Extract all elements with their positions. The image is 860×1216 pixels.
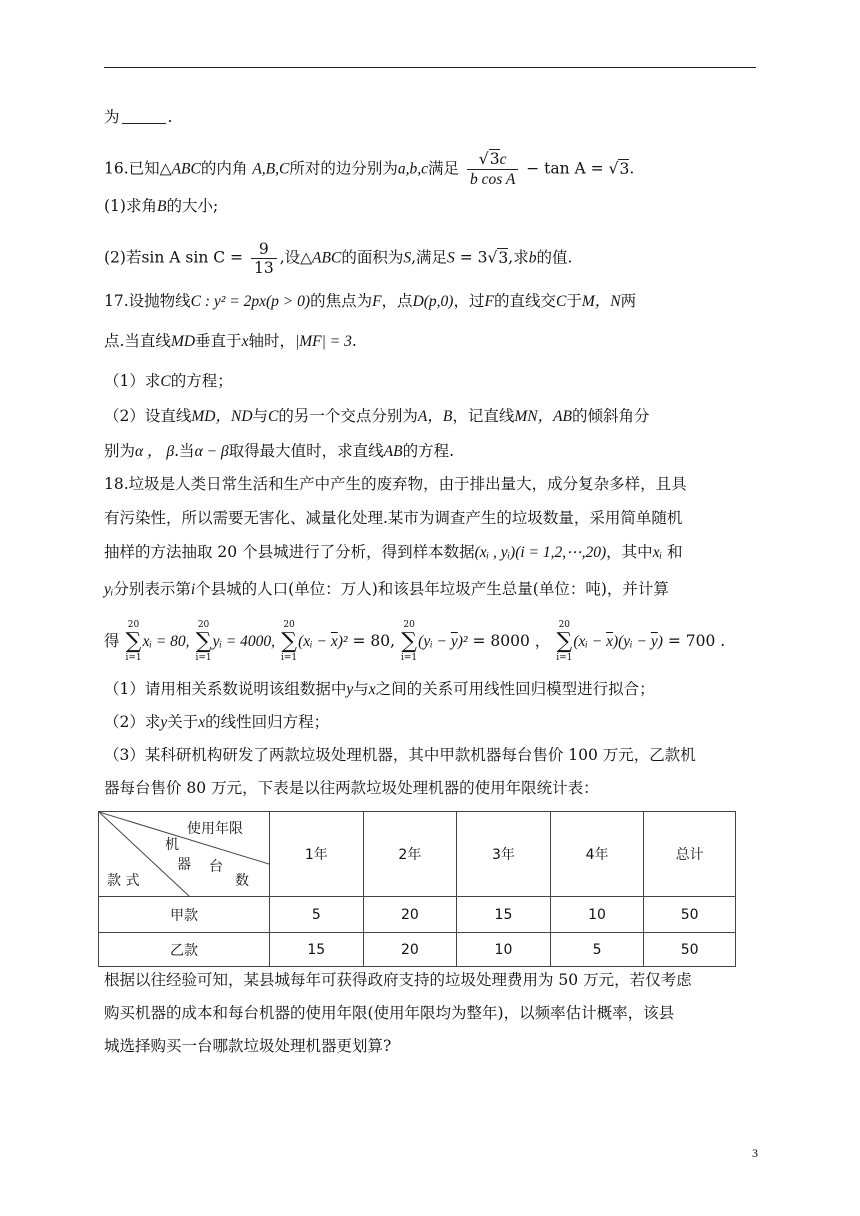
header-qi: 器: [177, 857, 191, 873]
q18-line1: 18.垃圾是人类日常生活和生产中产生的废弃物，由于排出量大，成分复杂多样，且具: [104, 475, 687, 493]
table-cell: 5: [550, 933, 644, 967]
q18-part3-line1: （3）某科研机构研发了两款垃圾处理机器，其中甲款机器每台售价 100 万元，乙款机: [104, 746, 696, 764]
fraction-sqrt3c-over-bcosA: $\frac{√3c}{\text{b cos A}}$: [467, 150, 518, 189]
q15-tail: 为 .: [104, 108, 173, 126]
q16-part1: (1)求角B的大小;: [104, 197, 219, 215]
q17-part2-line2: 别为α ， β.当α − β取得最大值时，求直线AB的方程.: [104, 442, 455, 460]
table-row: [99, 897, 736, 933]
col-header: 1年: [270, 812, 364, 897]
table-cell: 15: [457, 897, 551, 933]
q18-line3: 抽样的方法抽取 20 个县城进行了分析，得到样本数据(xᵢ , yᵢ)(i = 1,2,⋯,20)，其中xᵢ 和: [104, 543, 683, 561]
table-cell: 15: [270, 933, 364, 967]
header-tai: 台: [209, 859, 223, 875]
table-cell: 50: [644, 897, 736, 933]
table-row: [99, 933, 736, 967]
q18-line2: 有污染性，所以需要无害化、减量化处理.某市为调查产生的垃圾数量，采用简单随机: [104, 509, 683, 527]
col-header: 3年: [457, 812, 551, 897]
table-cell: 10: [550, 897, 644, 933]
q18-part3-line2: 器每台售价 80 万元，下表是以往两款垃圾处理机器的使用年限统计表：: [104, 779, 599, 797]
col-header: 总计: [644, 812, 736, 897]
table-cell: 20: [363, 897, 457, 933]
table-cell: 10: [457, 933, 551, 967]
table-cell: 5: [270, 897, 364, 933]
col-header: 2年: [363, 812, 457, 897]
q17-stem-line2: 点.当直线MD垂直于x轴时，|MF| = 3.: [104, 332, 357, 350]
q18-after-line1: 根据以往经验可知，某县城每年可获得政府支持的垃圾处理费用为 50 万元，若仅考虑: [104, 971, 692, 989]
fraction-9-13: $\frac{9}{13}$: [251, 240, 277, 277]
q17-stem-line1: 17.设抛物线C : y² = 2px(p > 0)的焦点为F，点D(p,0)，过F的直线交C于M，N两: [104, 292, 637, 310]
row-name: 甲款: [99, 897, 270, 933]
col-header: 4年: [550, 812, 644, 897]
header-ji: 机: [165, 837, 179, 853]
table-cell: 20: [363, 933, 457, 967]
header-rule: [104, 67, 756, 68]
q16-part2: (2)若sin A sin C = $\frac{9}{13}$ ,设△ABC的面积为S,满足S = 3√3,求b的值.: [104, 240, 573, 277]
header-model: 款 式: [107, 873, 140, 889]
usage-years-table: [98, 811, 736, 967]
q18-after-line2: 购买机器的成本和每台机器的使用年限(使用年限均为整年)，以频率估计概率，该县: [104, 1004, 675, 1022]
q18-part1: （1）请用相关系数说明该组数据中y与x之间的关系可用线性回归模型进行拟合；: [104, 680, 655, 698]
table-cell: 50: [644, 933, 736, 967]
q18-after-line3: 城选择购买一台哪款垃圾处理机器更划算?: [104, 1037, 392, 1055]
table-header-row: [99, 812, 736, 897]
q18-line4: yᵢ分别表示第i个县城的人口(单位：万人)和该县年垃圾产生总量(单位：吨)，并计算: [104, 580, 669, 598]
q18-sums: 得 20 ∑ i=1 xᵢ = 80, 20 ∑ i=1 yᵢ = 4000, 20 ∑ i=1 (xᵢ − $\overline{x})^2 = 80$, 20 ∑ i=1 (yᵢ − $\overline{y})^2 = 8000$ ， 20 ∑ i=1 (xᵢ − $\overline{x})(yᵢ - \overline{y}) = 700$ .: [104, 620, 726, 663]
row-name: 乙款: [99, 933, 270, 967]
header-shu: 数: [235, 873, 249, 889]
header-usage-years: 使用年限: [187, 821, 243, 837]
answer-blank: [122, 108, 166, 124]
q16-stem: 16.已知△ABC的内角 A,B,C所对的边分别为a,b,c满足 $\frac{√3c}{\text{b cos A}}$ − tan A = √3.: [104, 150, 635, 188]
q17-part1: （1）求C的方程；: [104, 372, 233, 390]
page-number: 3: [752, 1146, 758, 1160]
q18-part2: （2）求y关于x的线性回归方程；: [104, 713, 330, 731]
diagonal-header-cell: [99, 812, 270, 897]
q17-part2-line1: （2）设直线MD，ND与C的另一个交点分别为A，B，记直线MN，AB的倾斜角分: [104, 407, 650, 425]
